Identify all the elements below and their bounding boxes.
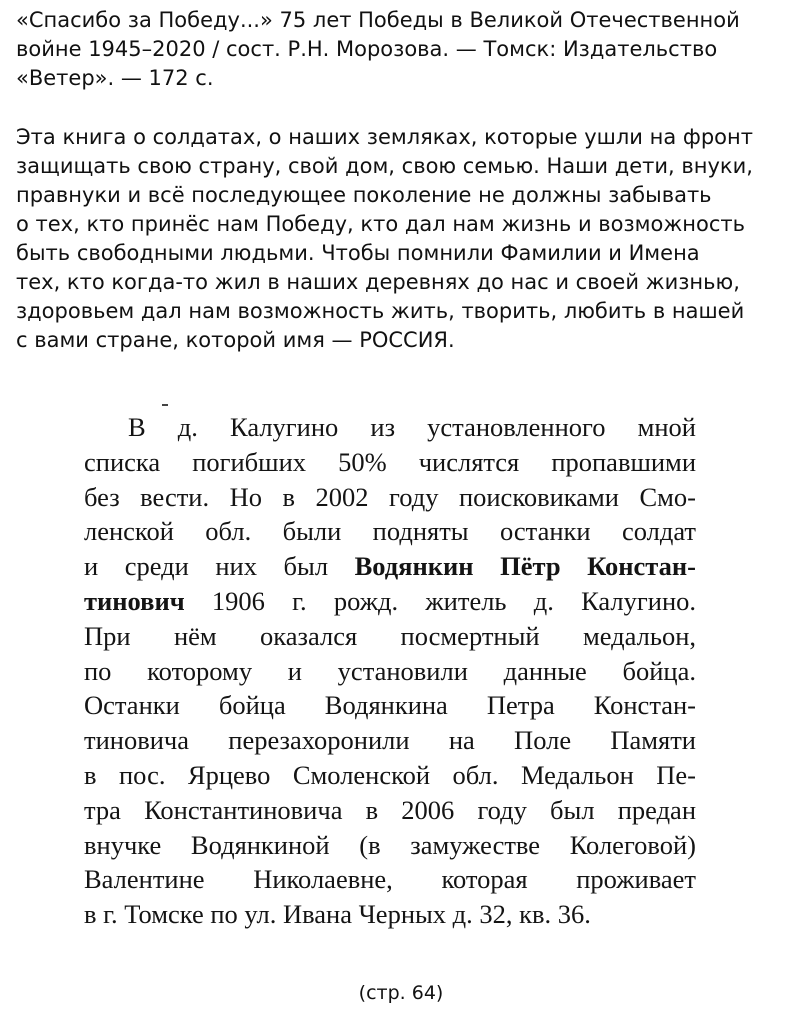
description-line: с вами стране, которой имя — РОССИЯ. <box>16 328 455 352</box>
excerpt-line <box>84 584 696 619</box>
excerpt-line: внучке Водянкиной (в замужестве Колеговой) <box>84 829 696 860</box>
excerpt-line <box>84 549 696 584</box>
excerpt-line: Валентине Николаевне, которая проживает <box>84 864 696 895</box>
excerpt-line: Останки бойца Водянкина Петра Констан- <box>84 690 696 721</box>
book-info <box>16 6 791 355</box>
excerpt-line: в пос. Ярцево Смоленской обл. Медальон Пе- <box>84 759 696 790</box>
excerpt-line: в г. Томске по ул. Ивана Черных д. 32, кв. 36. <box>84 899 591 930</box>
description-line: тех, кто когда-то жил в наших деревнях до нас и своей жизнью, <box>16 270 740 294</box>
excerpt-line: списка погибших 50% числятся пропавшими <box>84 446 696 477</box>
soldier-name-bold: Водянкин Пётр Констан- <box>354 551 696 582</box>
citation-line: войне 1945–2020 / сост. Р.Н. Морозова. — Томск: Издательство <box>16 37 718 61</box>
description-line: о тех, кто принёс нам Победу, кто дал нам жизнь и возможность <box>16 212 746 236</box>
excerpt-line: ленской обл. были подняты останки солдат <box>84 516 696 547</box>
description-line: защищать свою страну, свой дом, свою семью. Наши дети, внуки, <box>16 154 753 178</box>
description-line: Эта книга о солдатах, о наших земляках, которые ушли на фронт <box>16 125 753 149</box>
excerpt-line: тра Константиновича в 2006 году был предан <box>84 794 696 825</box>
scanned-excerpt <box>84 410 696 932</box>
excerpt-text: и среди них был <box>84 551 355 582</box>
excerpt-line: При нём оказался посмертный медальон, <box>84 620 696 651</box>
excerpt-line: В д. Калугино из установленного мной <box>128 412 696 442</box>
excerpt-line: тиновича перезахоронили на Поле Памяти <box>84 725 696 756</box>
soldier-name-bold: тинович <box>84 585 185 616</box>
citation-line: «Спасибо за Победу...» 75 лет Победы в Великой Отечественной <box>16 8 740 32</box>
excerpt-line: без вести. Но в 2002 году поисковиками Смо- <box>84 481 696 512</box>
excerpt-line: по которому и установили данные бойца. <box>84 655 696 686</box>
citation-line: «Ветер». — 172 с. <box>16 66 214 90</box>
description-line: здоровьем дал нам возможность жить, творить, любить в нашей <box>16 299 745 323</box>
excerpt-text: 1906 г. рожд. житель д. Калугино. <box>184 585 696 616</box>
description-line: правнуки и всё последующее поколение не должны забывать <box>16 183 712 207</box>
paragraph-gap <box>16 93 791 123</box>
page-reference: (стр. 64) <box>358 982 444 1004</box>
scan-artifact-mark <box>162 404 168 406</box>
description-line: быть свободными людьми. Чтобы помнили Фамилии и Имена <box>16 241 700 265</box>
